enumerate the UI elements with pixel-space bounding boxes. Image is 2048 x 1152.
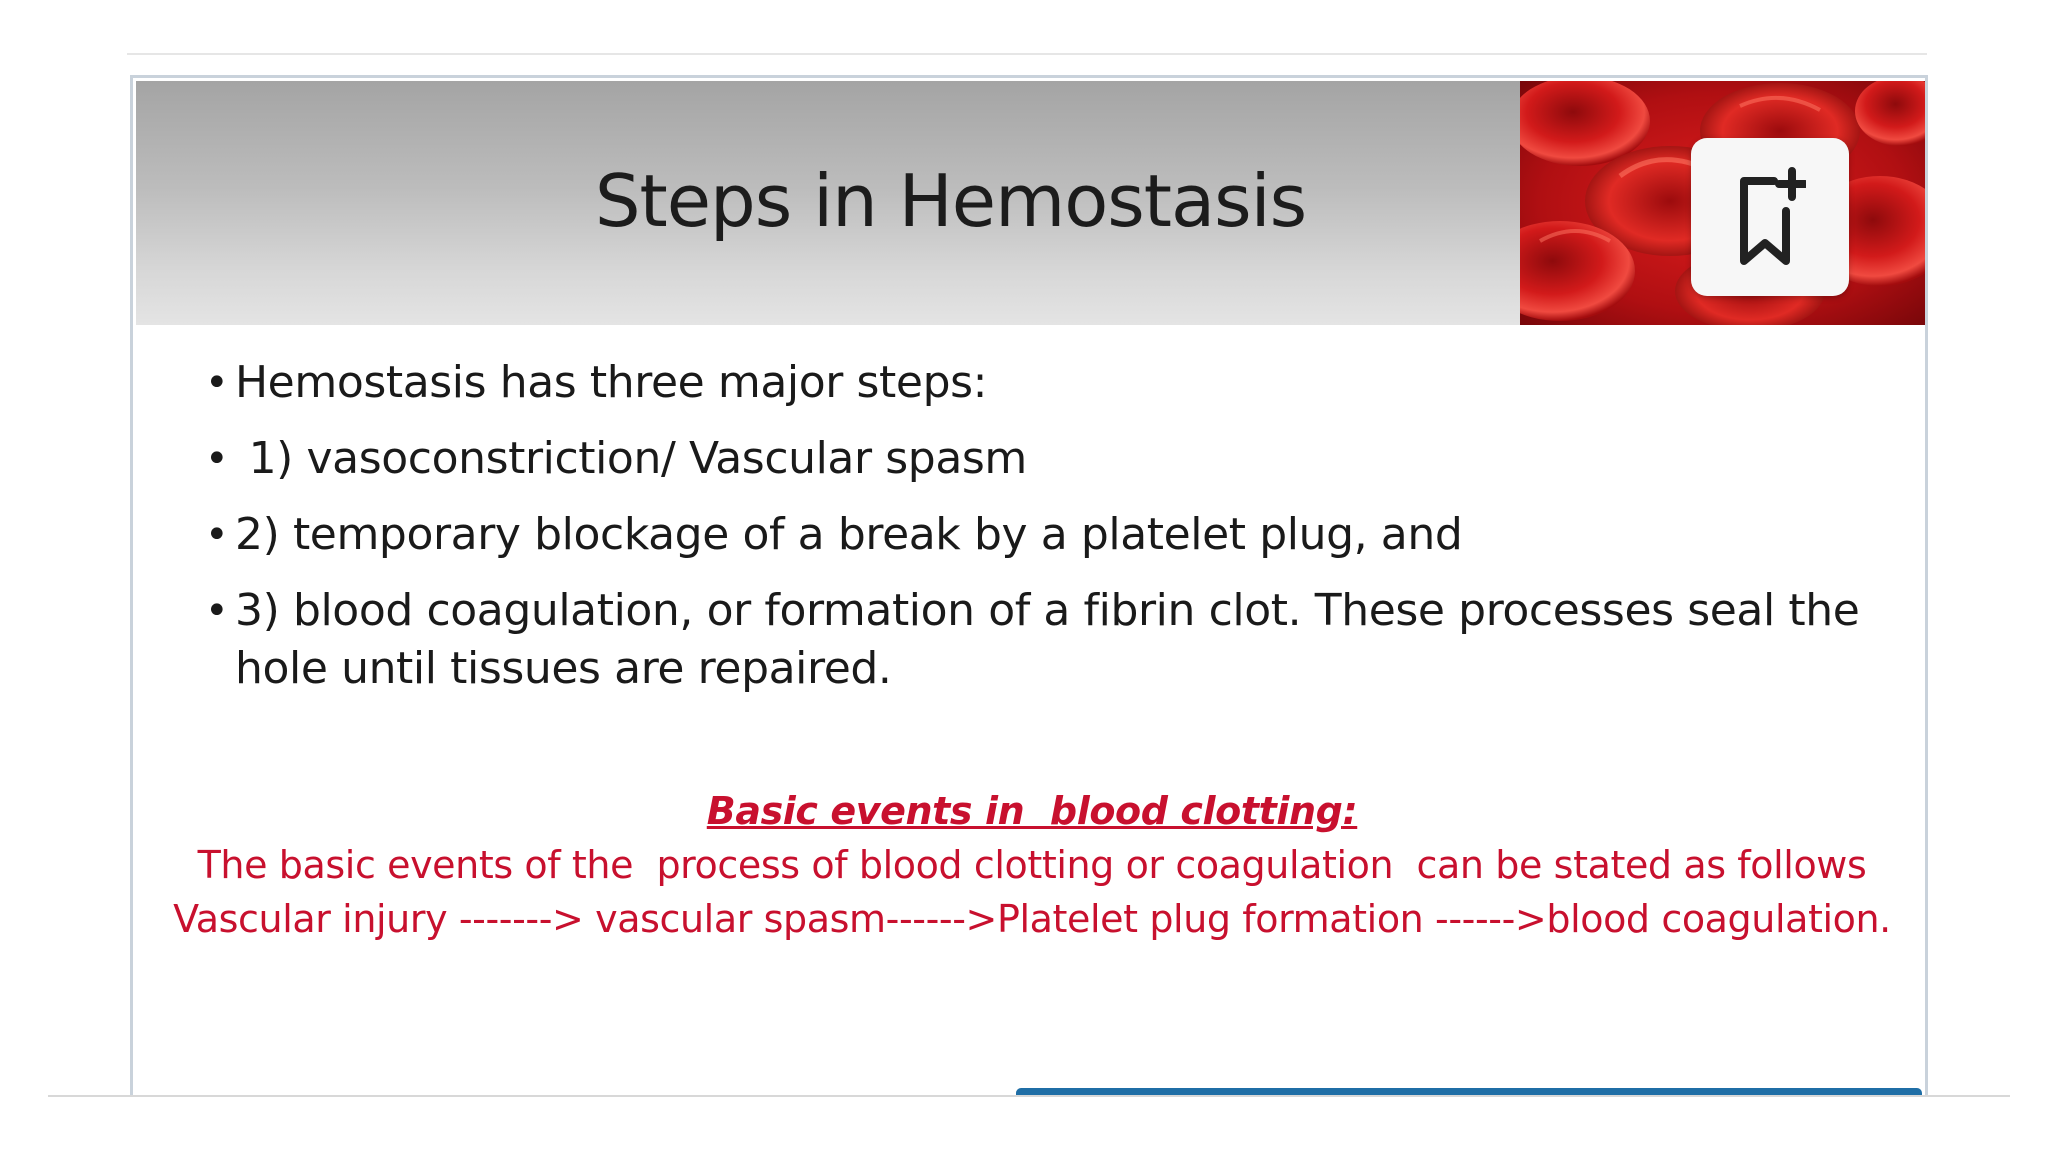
basic-events-section bbox=[133, 784, 1928, 946]
slide bbox=[130, 75, 1928, 1095]
list-item bbox=[205, 430, 1905, 488]
list-item bbox=[205, 354, 1905, 412]
basic-events-line: The basic events of the process of blood clotting or coagulation can be stated as follows bbox=[197, 843, 1867, 887]
bullet-dot: • bbox=[205, 436, 229, 482]
bullet-text: 2) temporary blockage of a break by a platelet plug, and bbox=[235, 509, 1463, 560]
bookmark-add-icon bbox=[1734, 167, 1806, 267]
top-divider bbox=[127, 53, 1927, 55]
list-item bbox=[205, 582, 1905, 698]
bullet-dot: • bbox=[205, 512, 229, 558]
slide-title: Steps in Hemostasis bbox=[594, 159, 1307, 243]
bullet-text: 3) blood coagulation, or formation of a fibrin clot. These processes seal the hole until tissues are repaired. bbox=[235, 585, 1860, 694]
basic-events-line: Vascular injury -------> vascular spasm------>Platelet plug formation ------>blood coagulation. bbox=[173, 897, 1891, 941]
bullet-text: 1) vasoconstriction/ Vascular spasm bbox=[235, 433, 1027, 484]
bullet-list bbox=[205, 354, 1905, 716]
slide-header bbox=[136, 81, 1520, 325]
video-progress-bar[interactable] bbox=[1016, 1088, 1922, 1095]
heading-colon: : bbox=[1342, 789, 1358, 833]
bottom-divider bbox=[48, 1095, 2010, 1097]
bullet-text: Hemostasis has three major steps: bbox=[235, 357, 988, 408]
bookmark-add-button[interactable] bbox=[1691, 138, 1849, 296]
bullet-dot: • bbox=[205, 360, 229, 406]
basic-events-heading: Basic events in blood clotting bbox=[706, 789, 1343, 833]
bullet-dot: • bbox=[205, 588, 229, 634]
list-item bbox=[205, 506, 1905, 564]
basic-events-heading-row bbox=[133, 784, 1928, 838]
